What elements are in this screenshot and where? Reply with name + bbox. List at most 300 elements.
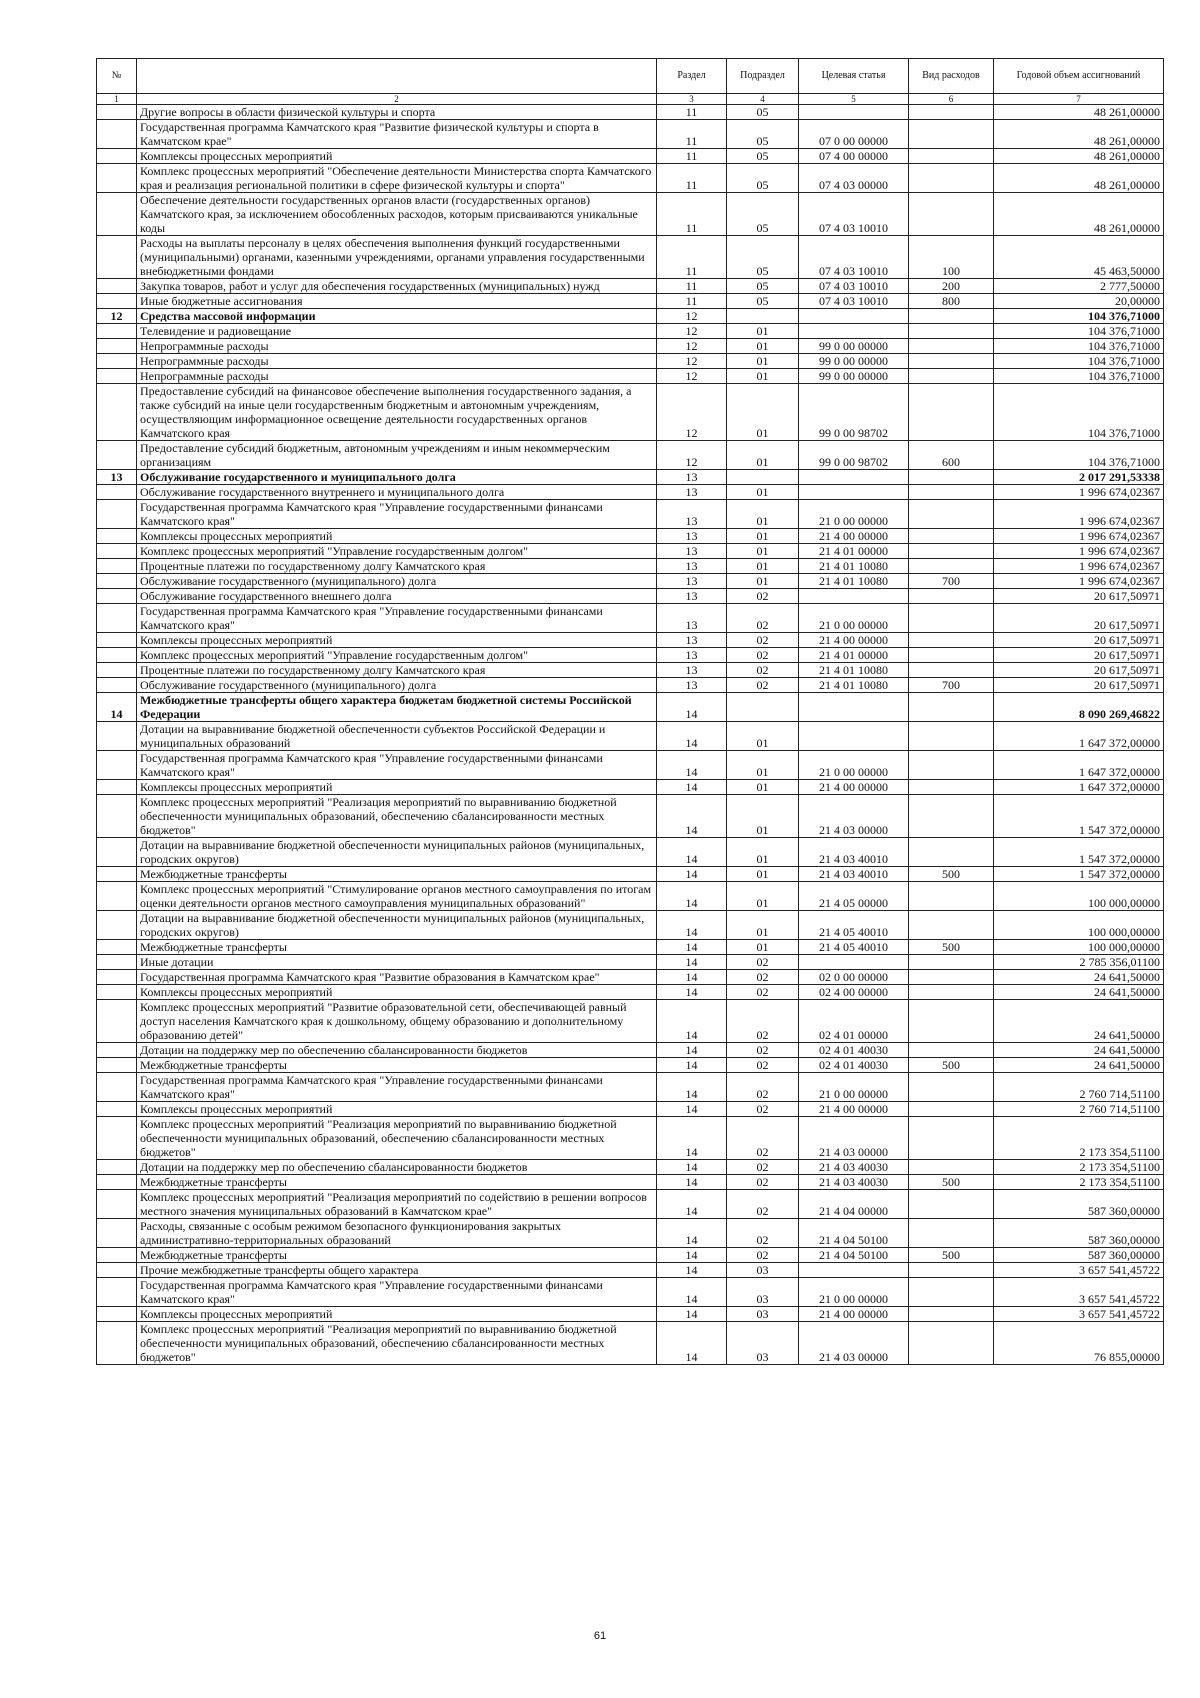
- row-article: 21 4 04 50100: [799, 1219, 909, 1248]
- row-vid: 700: [909, 574, 994, 589]
- row-name: Телевидение и радиовещание: [137, 324, 657, 339]
- row-article: [799, 722, 909, 751]
- header-index-4: 4: [727, 94, 799, 105]
- row-article: 21 4 05 00000: [799, 882, 909, 911]
- row-name: Государственная программа Камчатского края "Управление государственными финансами Камчатского края": [137, 1073, 657, 1102]
- row-amount: 1 996 674,02367: [994, 574, 1164, 589]
- table-row: [97, 441, 1164, 470]
- row-number: [97, 648, 137, 663]
- row-article: 21 4 01 00000: [799, 544, 909, 559]
- table-row: [97, 1278, 1164, 1307]
- row-razdel: 14: [657, 693, 727, 722]
- row-article: 21 4 04 00000: [799, 1190, 909, 1219]
- row-name: Обслуживание государственного и муниципального долга: [137, 470, 657, 485]
- table-row: [97, 678, 1164, 693]
- row-name: Процентные платежи по государственному долгу Камчатского края: [137, 663, 657, 678]
- row-vid: [909, 120, 994, 149]
- row-razdel: 14: [657, 722, 727, 751]
- row-article: 99 0 00 98702: [799, 441, 909, 470]
- header-number: №: [97, 59, 137, 94]
- table-row: [97, 693, 1164, 722]
- row-article: 07 4 03 10010: [799, 236, 909, 279]
- row-article: 07 4 03 10010: [799, 279, 909, 294]
- row-razdel: 12: [657, 309, 727, 324]
- table-row: [97, 1322, 1164, 1365]
- row-number: [97, 955, 137, 970]
- row-name: Государственная программа Камчатского края "Управление государственными финансами Камчатского края": [137, 1278, 657, 1307]
- row-name: Дотации на поддержку мер по обеспечению сбалансированности бюджетов: [137, 1160, 657, 1175]
- row-podrazdel: 02: [727, 663, 799, 678]
- budget-table-sheet: [96, 58, 1163, 1365]
- table-row: [97, 867, 1164, 882]
- row-article: 21 4 03 40030: [799, 1175, 909, 1190]
- row-vid: [909, 795, 994, 838]
- row-article: 07 4 03 00000: [799, 164, 909, 193]
- row-podrazdel: [727, 309, 799, 324]
- row-podrazdel: 01: [727, 324, 799, 339]
- row-article: 21 4 03 00000: [799, 795, 909, 838]
- row-number: [97, 838, 137, 867]
- row-amount: 45 463,50000: [994, 236, 1164, 279]
- row-number: [97, 1219, 137, 1248]
- row-article: 21 4 01 10080: [799, 663, 909, 678]
- row-razdel: 14: [657, 780, 727, 795]
- row-number: [97, 529, 137, 544]
- row-podrazdel: 02: [727, 1073, 799, 1102]
- row-vid: 500: [909, 1058, 994, 1073]
- row-amount: 100 000,00000: [994, 940, 1164, 955]
- row-podrazdel: 02: [727, 1175, 799, 1190]
- row-razdel: 13: [657, 648, 727, 663]
- row-number: [97, 970, 137, 985]
- row-number: [97, 985, 137, 1000]
- table-row: [97, 470, 1164, 485]
- row-razdel: 11: [657, 236, 727, 279]
- row-podrazdel: 01: [727, 559, 799, 574]
- row-amount: 48 261,00000: [994, 120, 1164, 149]
- row-number: [97, 1058, 137, 1073]
- table-row: [97, 663, 1164, 678]
- row-number: [97, 911, 137, 940]
- row-razdel: 11: [657, 193, 727, 236]
- row-razdel: 12: [657, 354, 727, 369]
- row-podrazdel: 01: [727, 529, 799, 544]
- row-amount: 20 617,50971: [994, 648, 1164, 663]
- row-podrazdel: 02: [727, 1117, 799, 1160]
- row-amount: 1 647 372,00000: [994, 780, 1164, 795]
- row-name: Комплекс процессных мероприятий "Стимулирование органов местного самоуправления по итогам оценки деятельности органов местного самоуправления муниципальных образований": [137, 882, 657, 911]
- row-podrazdel: 01: [727, 911, 799, 940]
- row-article: 99 0 00 00000: [799, 369, 909, 384]
- row-amount: 2 785 356,01100: [994, 955, 1164, 970]
- row-podrazdel: 02: [727, 1043, 799, 1058]
- row-vid: [909, 470, 994, 485]
- row-name: Иные дотации: [137, 955, 657, 970]
- row-podrazdel: 02: [727, 633, 799, 648]
- row-podrazdel: 05: [727, 105, 799, 120]
- row-number: [97, 678, 137, 693]
- row-article: [799, 105, 909, 120]
- row-amount: 3 657 541,45722: [994, 1307, 1164, 1322]
- row-amount: 104 376,71000: [994, 324, 1164, 339]
- row-article: 21 0 00 00000: [799, 604, 909, 633]
- row-amount: 1 547 372,00000: [994, 867, 1164, 882]
- row-name: Комплексы процессных мероприятий: [137, 1307, 657, 1322]
- row-name: Межбюджетные трансферты: [137, 1175, 657, 1190]
- row-razdel: 11: [657, 164, 727, 193]
- row-number: [97, 1000, 137, 1043]
- table-row: [97, 722, 1164, 751]
- row-razdel: 14: [657, 1278, 727, 1307]
- row-razdel: 13: [657, 589, 727, 604]
- row-razdel: 14: [657, 1322, 727, 1365]
- row-amount: 76 855,00000: [994, 1322, 1164, 1365]
- row-podrazdel: 03: [727, 1278, 799, 1307]
- row-podrazdel: 02: [727, 604, 799, 633]
- row-amount: 24 641,50000: [994, 1043, 1164, 1058]
- table-row: [97, 309, 1164, 324]
- row-name: Непрограммные расходы: [137, 339, 657, 354]
- row-amount: 20 617,50971: [994, 633, 1164, 648]
- row-name: Государственная программа Камчатского края "Развитие образования в Камчатском крае": [137, 970, 657, 985]
- row-number: [97, 1102, 137, 1117]
- row-podrazdel: 01: [727, 780, 799, 795]
- row-amount: 587 360,00000: [994, 1248, 1164, 1263]
- row-vid: [909, 751, 994, 780]
- row-number: [97, 1073, 137, 1102]
- table-row: [97, 940, 1164, 955]
- table-row: [97, 1219, 1164, 1248]
- row-podrazdel: 01: [727, 940, 799, 955]
- row-number: [97, 1175, 137, 1190]
- row-name: Обслуживание государственного (муниципального) долга: [137, 678, 657, 693]
- row-name: Обслуживание государственного внутреннего и муниципального долга: [137, 485, 657, 500]
- row-vid: 200: [909, 279, 994, 294]
- row-podrazdel: 01: [727, 441, 799, 470]
- row-name: Комплекс процессных мероприятий "Развитие образовательной сети, обеспечивающей равный доступ населения Камчатского края к дошкольному, общему образованию и дополнительному образованию детей": [137, 1000, 657, 1043]
- row-article: [799, 485, 909, 500]
- row-number: [97, 324, 137, 339]
- row-podrazdel: 01: [727, 500, 799, 529]
- row-razdel: 14: [657, 940, 727, 955]
- row-podrazdel: 01: [727, 795, 799, 838]
- row-name: Иные бюджетные ассигнования: [137, 294, 657, 309]
- row-article: 99 0 00 00000: [799, 354, 909, 369]
- row-razdel: 13: [657, 544, 727, 559]
- row-number: [97, 663, 137, 678]
- row-number: [97, 485, 137, 500]
- table-row: [97, 780, 1164, 795]
- row-article: 21 4 01 00000: [799, 648, 909, 663]
- row-podrazdel: 01: [727, 751, 799, 780]
- table-row: [97, 795, 1164, 838]
- row-razdel: 14: [657, 1219, 727, 1248]
- row-podrazdel: 03: [727, 1307, 799, 1322]
- row-razdel: 12: [657, 384, 727, 441]
- row-razdel: 14: [657, 751, 727, 780]
- row-vid: [909, 309, 994, 324]
- row-razdel: 13: [657, 663, 727, 678]
- header-amount: Годовой объем ассигнований: [994, 59, 1164, 94]
- row-article: 21 4 05 40010: [799, 940, 909, 955]
- table-row: [97, 485, 1164, 500]
- row-razdel: 12: [657, 369, 727, 384]
- table-row: [97, 1160, 1164, 1175]
- row-name: Межбюджетные трансферты: [137, 867, 657, 882]
- table-row: [97, 604, 1164, 633]
- row-vid: [909, 633, 994, 648]
- row-razdel: 14: [657, 882, 727, 911]
- row-name: Прочие межбюджетные трансферты общего характера: [137, 1263, 657, 1278]
- row-amount: 2 777,50000: [994, 279, 1164, 294]
- row-number: 12: [97, 309, 137, 324]
- row-number: [97, 441, 137, 470]
- row-vid: [909, 604, 994, 633]
- row-podrazdel: 05: [727, 164, 799, 193]
- row-podrazdel: 05: [727, 149, 799, 164]
- row-number: [97, 1278, 137, 1307]
- row-podrazdel: 01: [727, 339, 799, 354]
- row-razdel: 14: [657, 911, 727, 940]
- table-row: [97, 559, 1164, 574]
- row-razdel: 14: [657, 955, 727, 970]
- row-amount: 2 760 714,51100: [994, 1073, 1164, 1102]
- header-index-1: 1: [97, 94, 137, 105]
- row-number: [97, 1322, 137, 1365]
- row-amount: 587 360,00000: [994, 1190, 1164, 1219]
- row-number: [97, 722, 137, 751]
- row-vid: [909, 663, 994, 678]
- row-podrazdel: 01: [727, 867, 799, 882]
- row-podrazdel: 01: [727, 544, 799, 559]
- row-vid: 100: [909, 236, 994, 279]
- row-podrazdel: 01: [727, 574, 799, 589]
- row-amount: 48 261,00000: [994, 193, 1164, 236]
- row-amount: 1 996 674,02367: [994, 500, 1164, 529]
- table-row: [97, 955, 1164, 970]
- row-podrazdel: 01: [727, 838, 799, 867]
- row-article: 21 4 00 00000: [799, 1102, 909, 1117]
- row-vid: 500: [909, 940, 994, 955]
- row-article: 21 4 05 40010: [799, 911, 909, 940]
- row-number: [97, 1307, 137, 1322]
- row-amount: 1 996 674,02367: [994, 559, 1164, 574]
- row-amount: 24 641,50000: [994, 970, 1164, 985]
- row-article: 02 4 00 00000: [799, 985, 909, 1000]
- row-name: Межбюджетные трансферты: [137, 940, 657, 955]
- table-row: [97, 1263, 1164, 1278]
- row-number: [97, 589, 137, 604]
- row-article: 21 4 03 40030: [799, 1160, 909, 1175]
- row-name: Комплексы процессных мероприятий: [137, 985, 657, 1000]
- row-number: [97, 940, 137, 955]
- row-vid: [909, 1190, 994, 1219]
- table-row: [97, 529, 1164, 544]
- row-name: Государственная программа Камчатского края "Развитие физической культуры и спорта в Камчатском крае": [137, 120, 657, 149]
- header-name: [137, 59, 657, 94]
- table-row: [97, 574, 1164, 589]
- row-amount: 587 360,00000: [994, 1219, 1164, 1248]
- row-podrazdel: 02: [727, 1058, 799, 1073]
- table-row: [97, 1043, 1164, 1058]
- row-amount: 104 376,71000: [994, 339, 1164, 354]
- row-razdel: 14: [657, 1073, 727, 1102]
- row-vid: [909, 1219, 994, 1248]
- row-name: Дотации на выравнивание бюджетной обеспеченности муниципальных районов (муниципальных, городских округов): [137, 911, 657, 940]
- header-vid: Вид расходов: [909, 59, 994, 94]
- row-article: 21 4 00 00000: [799, 780, 909, 795]
- row-name: Дотации на выравнивание бюджетной обеспеченности субъектов Российской Федерации и муниципальных образований: [137, 722, 657, 751]
- row-podrazdel: 05: [727, 193, 799, 236]
- row-razdel: 12: [657, 339, 727, 354]
- row-number: [97, 1248, 137, 1263]
- row-number: [97, 149, 137, 164]
- row-vid: [909, 722, 994, 751]
- row-name: Межбюджетные трансферты: [137, 1058, 657, 1073]
- row-article: [799, 693, 909, 722]
- header-index-5: 5: [799, 94, 909, 105]
- row-number: [97, 279, 137, 294]
- row-vid: 800: [909, 294, 994, 309]
- row-razdel: 11: [657, 120, 727, 149]
- table-row: [97, 1190, 1164, 1219]
- row-amount: 48 261,00000: [994, 149, 1164, 164]
- row-vid: [909, 1000, 994, 1043]
- row-name: Комплекс процессных мероприятий "Управление государственным долгом": [137, 648, 657, 663]
- row-amount: 20 617,50971: [994, 589, 1164, 604]
- row-name: Комплексы процессных мероприятий: [137, 633, 657, 648]
- row-article: 21 4 03 00000: [799, 1117, 909, 1160]
- row-amount: 1 996 674,02367: [994, 529, 1164, 544]
- row-razdel: 13: [657, 559, 727, 574]
- row-amount: 24 641,50000: [994, 1000, 1164, 1043]
- row-article: 21 4 04 50100: [799, 1248, 909, 1263]
- row-number: [97, 1117, 137, 1160]
- row-amount: 3 657 541,45722: [994, 1263, 1164, 1278]
- row-name: Государственная программа Камчатского края "Управление государственными финансами Камчатского края": [137, 604, 657, 633]
- row-razdel: 13: [657, 604, 727, 633]
- row-podrazdel: 01: [727, 485, 799, 500]
- row-razdel: 12: [657, 441, 727, 470]
- row-vid: [909, 105, 994, 120]
- row-article: 02 4 01 40030: [799, 1043, 909, 1058]
- row-amount: 2 173 354,51100: [994, 1117, 1164, 1160]
- row-name: Средства массовой информации: [137, 309, 657, 324]
- row-vid: [909, 1117, 994, 1160]
- row-razdel: 13: [657, 470, 727, 485]
- row-name: Государственная программа Камчатского края "Управление государственными финансами Камчатского края": [137, 500, 657, 529]
- row-razdel: 14: [657, 867, 727, 882]
- row-amount: 104 376,71000: [994, 369, 1164, 384]
- header-index-2: 2: [137, 94, 657, 105]
- row-razdel: 11: [657, 294, 727, 309]
- row-podrazdel: 02: [727, 1160, 799, 1175]
- row-name: Комплекс процессных мероприятий "Реализация мероприятий по выравниванию бюджетной обеспеченности муниципальных образований, обеспечению сбалансированности местных бюджетов": [137, 795, 657, 838]
- row-amount: 3 657 541,45722: [994, 1278, 1164, 1307]
- row-podrazdel: 02: [727, 1102, 799, 1117]
- row-amount: 20 617,50971: [994, 604, 1164, 633]
- row-amount: 48 261,00000: [994, 164, 1164, 193]
- table-row: [97, 164, 1164, 193]
- row-podrazdel: [727, 470, 799, 485]
- row-razdel: 14: [657, 1000, 727, 1043]
- row-number: [97, 559, 137, 574]
- table-row: [97, 236, 1164, 279]
- table-row: [97, 589, 1164, 604]
- row-amount: 20 617,50971: [994, 663, 1164, 678]
- budget-table: [96, 58, 1164, 1365]
- row-number: [97, 164, 137, 193]
- row-razdel: 11: [657, 279, 727, 294]
- row-number: [97, 120, 137, 149]
- row-podrazdel: 03: [727, 1322, 799, 1365]
- row-podrazdel: 02: [727, 678, 799, 693]
- row-amount: 20 617,50971: [994, 678, 1164, 693]
- row-razdel: 14: [657, 1248, 727, 1263]
- row-name: Расходы, связанные с особым режимом безопасного функционирования закрытых административно-территориальных образований: [137, 1219, 657, 1248]
- row-vid: [909, 1322, 994, 1365]
- row-number: [97, 1190, 137, 1219]
- row-number: [97, 236, 137, 279]
- row-number: [97, 354, 137, 369]
- table-row: [97, 985, 1164, 1000]
- row-article: 21 4 00 00000: [799, 529, 909, 544]
- row-vid: [909, 838, 994, 867]
- table-row: [97, 1117, 1164, 1160]
- row-name: Комплекс процессных мероприятий "Обеспечение деятельности Министерства спорта Камчатского края и реализация региональной политики в сфере физической культуры и спорта": [137, 164, 657, 193]
- row-amount: 24 641,50000: [994, 1058, 1164, 1073]
- row-amount: 104 376,71000: [994, 354, 1164, 369]
- row-vid: [909, 1043, 994, 1058]
- row-razdel: 14: [657, 838, 727, 867]
- row-article: 02 4 01 00000: [799, 1000, 909, 1043]
- row-podrazdel: 01: [727, 369, 799, 384]
- row-amount: 2 173 354,51100: [994, 1175, 1164, 1190]
- row-name: Дотации на поддержку мер по обеспечению сбалансированности бюджетов: [137, 1043, 657, 1058]
- row-vid: [909, 882, 994, 911]
- row-article: 02 4 01 40030: [799, 1058, 909, 1073]
- row-amount: 100 000,00000: [994, 911, 1164, 940]
- row-podrazdel: [727, 693, 799, 722]
- row-vid: [909, 193, 994, 236]
- row-razdel: 14: [657, 1190, 727, 1219]
- row-number: [97, 384, 137, 441]
- row-vid: [909, 339, 994, 354]
- row-number: [97, 1263, 137, 1278]
- row-article: [799, 589, 909, 604]
- table-row: [97, 193, 1164, 236]
- table-row: [97, 384, 1164, 441]
- row-article: 21 4 01 10080: [799, 678, 909, 693]
- row-vid: [909, 648, 994, 663]
- row-number: [97, 544, 137, 559]
- row-vid: 500: [909, 1175, 994, 1190]
- table-row: [97, 838, 1164, 867]
- row-podrazdel: 02: [727, 589, 799, 604]
- row-vid: [909, 149, 994, 164]
- row-vid: [909, 369, 994, 384]
- row-article: 07 0 00 00000: [799, 120, 909, 149]
- row-razdel: 13: [657, 529, 727, 544]
- row-amount: 24 641,50000: [994, 985, 1164, 1000]
- row-vid: [909, 164, 994, 193]
- row-vid: [909, 1307, 994, 1322]
- row-article: 21 4 01 10080: [799, 574, 909, 589]
- row-razdel: 14: [657, 970, 727, 985]
- row-name: Государственная программа Камчатского края "Управление государственными финансами Камчатского края": [137, 751, 657, 780]
- row-vid: 600: [909, 441, 994, 470]
- row-number: [97, 604, 137, 633]
